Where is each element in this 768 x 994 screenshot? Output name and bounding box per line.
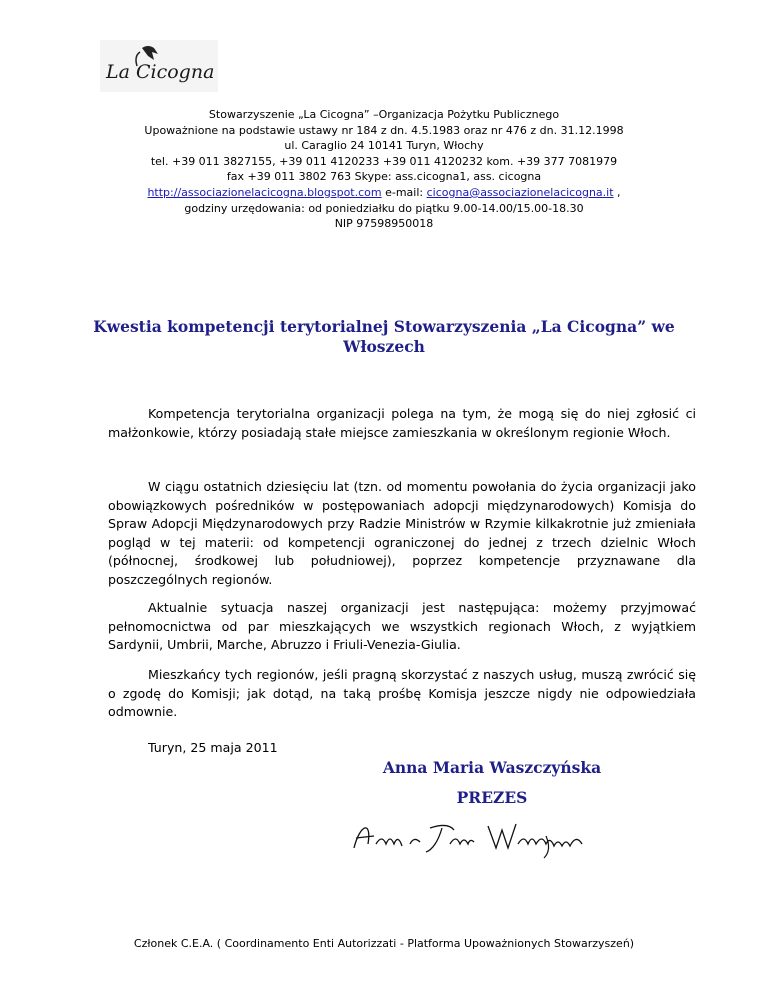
website-link[interactable]: http://associazionelacicogna.blogspot.com [147, 185, 382, 199]
header-line-authorization: Upoważnione na podstawie ustawy nr 184 z dn. 4.5.1983 oraz nr 476 z dn. 31.12.1998 [144, 123, 624, 137]
footer-membership: Członek C.E.A. ( Coordinamento Enti Autorizzati - Platforma Upoważnionych Stowarzyszeń) [133, 937, 635, 950]
paragraph-3 [108, 599, 696, 655]
paragraph-2-text: W ciągu ostatnich dziesięciu lat (tzn. od momentu powołania do życia organizacji jako obowiązkowych pośredników w postępowaniach adopcji międzynarodowych) Komisja do Spraw Adopcji Międzynarodowych przy Radzie Ministrów w Rzymie kilkakrotnie już zmieniała pogląd w tej materii: od kompetencji ograniczonej do jednej z trzech dzielnic Włoch (północnej, środkowej lub południowej), poprzez kompetencje przyznawane dla poszczególnych regionów. [108, 479, 696, 587]
document-title: Kwestia kompetencji terytorialnej Stowarzyszenia „La Cicogna” we Włoszech [93, 317, 675, 356]
handwritten-signature [346, 814, 596, 862]
header-line-contact [60, 185, 708, 201]
paragraph-2 [108, 478, 696, 590]
paragraph-1 [108, 405, 696, 442]
la-cicogna-logo [100, 40, 218, 92]
organization-header [60, 107, 708, 232]
header-line-nip: NIP 97598950018 [334, 217, 434, 231]
paragraph-4-text: Mieszkańcy tych regionów, jeśli pragną skorzystać z naszych usług, muszą zwrócić się o zgodę do Komisji; jak dotąd, na taką prośbę Komisja jeszcze nigdy nie odpowiedziała odmownie. [108, 667, 696, 720]
email-label: e-mail: [381, 185, 427, 199]
email-suffix: , [613, 185, 621, 199]
email-link[interactable]: cicogna@associazionelacicogna.it [426, 185, 614, 199]
signatory-role: PREZES [456, 788, 528, 807]
document-date: Turyn, 25 maja 2011 [148, 740, 278, 755]
signatory-name: Anna Maria Waszczyńska [382, 758, 602, 777]
header-line-fax-skype: fax +39 011 3802 763 Skype: ass.cicogna1, ass. cicogna [226, 170, 542, 184]
header-line-phones: tel. +39 011 3827155, +39 011 4120233 +39 011 4120232 kom. +39 377 7081979 [150, 154, 618, 168]
header-line-name: Stowarzyszenie „La Cicogna” –Organizacja Pożytku Publicznego [208, 108, 560, 121]
paragraph-1-text: Kompetencja terytorialna organizacji polega na tym, że mogą się do niej zgłosić ci małżonkowie, którzy posiadają stałe miejsce zamieszkania w określonym regionie Włoch. [108, 406, 696, 440]
header-line-hours: godziny urzędowania: od poniedziałku do piątku 9.00-14.00/15.00-18.30 [184, 201, 584, 215]
header-line-address: ul. Caraglio 24 10141 Turyn, Włochy [284, 139, 484, 153]
svg-text:La Cicogna: La Cicogna [106, 61, 215, 83]
paragraph-3-text: Aktualnie sytuacja naszej organizacji jest następująca: możemy przyjmować pełnomocnictwa od par mieszkających we wszystkich regionach Włoch, z wyjątkiem Sardynii, Umbrii, Marche, Abruzzo i Friuli-Venezia-Giulia. [108, 600, 696, 653]
paragraph-4 [108, 666, 696, 722]
